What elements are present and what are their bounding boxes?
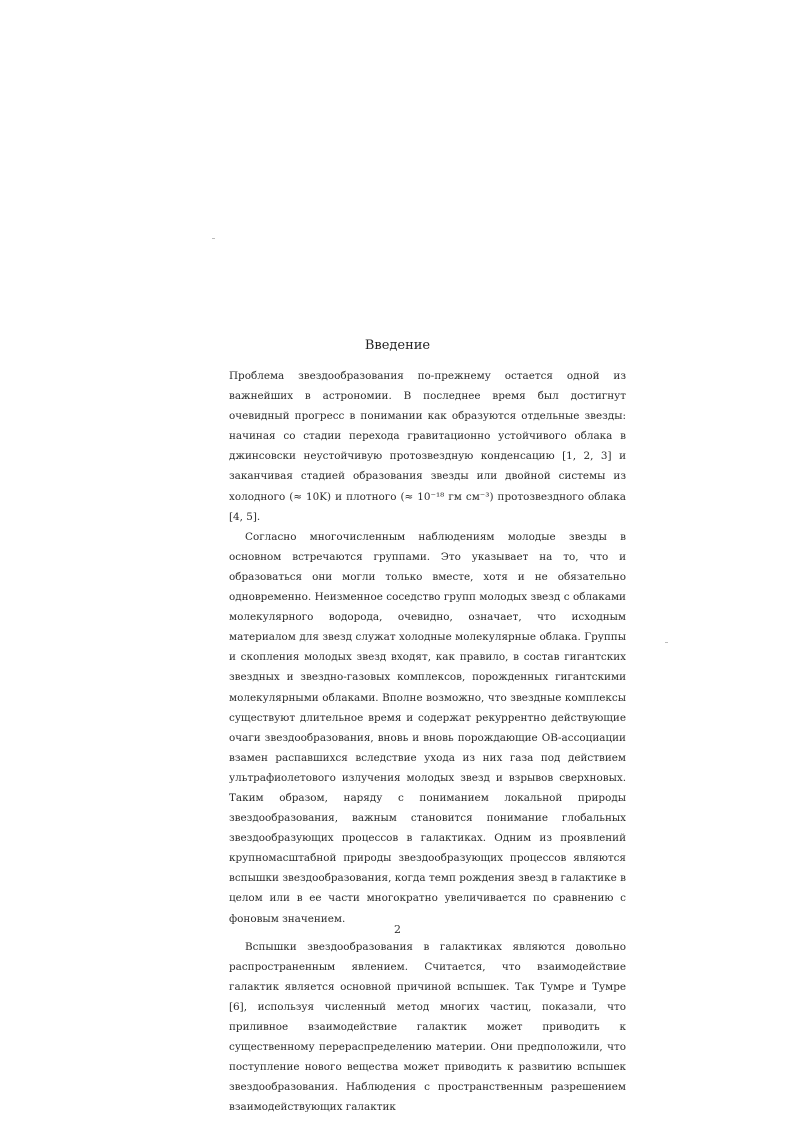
- body-text: [229, 366, 626, 1117]
- page-number: 2: [394, 923, 401, 936]
- paragraph-2: Согласно многочисленным наблюдениям молодые звезды в основном встречаются группами. Это указывает на то, что и образоваться они могли только вместе, хотя и не обязательно одновременно. Неизменное соседство групп молодых звезд с облаками молекулярного водорода, очевидно, означает, что исходным материалом для звезд служат холодные молекулярные облака. Группы и скопления молодых звезд входят, как правило, в состав гигантских звездных и звездно-газовых комплексов, порожденных гигантскими молекулярными облаками. Вполне возможно, что звездные комплексы существуют длительное время и содержат рекуррентно действующие очаги звездообразования, вновь и вновь порождающие OB-ассоциации взамен распавшихся вследствие ухода из них газа под действием ультрафиолетового излучения молодых звезд и взрывов сверхновых. Таким образом, наряду с пониманием локальной природы звездообразования, важным становится понимание глобальных звездообразующих процессов в галактиках. Одним из проявлений крупномасштабной природы звездообразующих процессов являются вспышки звездообразования, когда темп рождения звезд в галактике в целом или в ее части многократно увеличивается по сравнению с фоновым значением.: [229, 530, 626, 925]
- paragraph-3: Вспышки звездообразования в галактиках являются довольно распространенным явлением. Считается, что взаимодействие галактик является основной причиной вспышек. Так Тумре и Тумре [6], используя численный метод многих частиц, показали, что приливное взаимодействие галактик может приводить к существенному перераспределению материи. Они предположили, что поступление нового вещества может приводить к развитию вспышек звездообразования. Наблюдения с пространственным разрешением взаимодействующих галактик: [229, 940, 626, 1114]
- section-heading: Введение: [364, 338, 431, 353]
- scan-speck: [665, 642, 668, 643]
- scan-speck: [212, 238, 215, 239]
- paragraph-1: Проблема звездообразования по-прежнему остается одной из важнейших в астрономии. В последнее время был достигнут очевидный прогресс в понимании как образуются отдельные звезды: начиная со стадии перехода гравитационно устойчивого облака в джинсовски неустойчивую протозвездную конденсацию [1, 2, 3] и заканчивая стадией образования звезды или двойной системы из холодного (≈ 10K) и плотного (≈ 10⁻¹⁸ гм см⁻³) протозвездного облака [4, 5].: [229, 370, 626, 523]
